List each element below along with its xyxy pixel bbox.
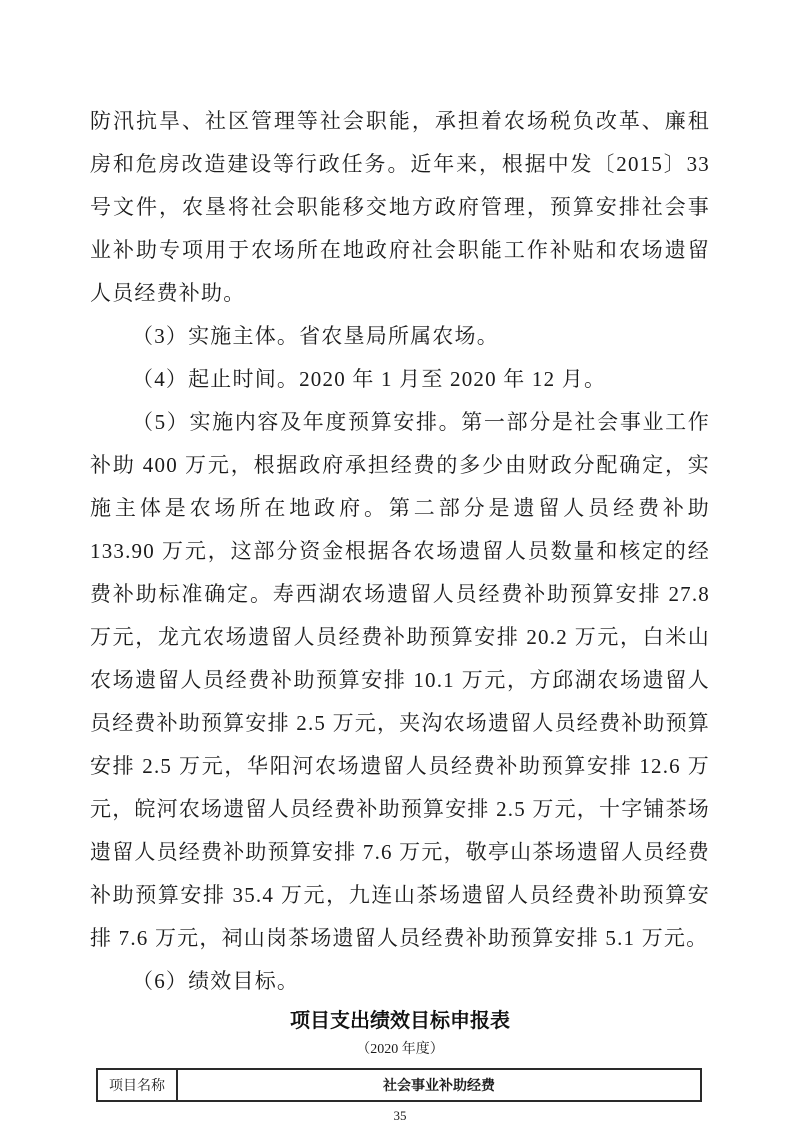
paragraph-item-4: （4）起止时间。2020 年 1 月至 2020 年 12 月。	[132, 367, 607, 391]
body-text	[90, 100, 710, 1003]
page-number: 35	[393, 1108, 407, 1123]
form-subtitle: （2020 年度）	[356, 1042, 444, 1057]
project-name-value: 社会事业补助经费	[177, 1069, 701, 1101]
paragraph-item-3: （3）实施主体。省农垦局所属农场。	[132, 324, 499, 348]
paragraph-item-5: （5）实施内容及年度预算安排。第一部分是社会事业工作补助 400 万元，根据政府承担经费的多少由财政分配确定，实施主体是农场所在地政府。第二部分是遗留人员经费补助 133.90 万元，这部分资金根据各农场遗留人员数量和核定的经费补助标准确定。寿西湖农场遗留人员经费补助预算安排 27.8 万元，龙亢农场遗留人员经费补助预算安排 20.2 万元，白米山农场遗留人员经费补助预算安排 10.1 万元，方邱湖农场遗留人员经费补助预算安排 2.5 万元，夹沟农场遗留人员经费补助预算安排 2.5 万元，华阳河农场遗留人员经费补助预算安排 12.6 万元，皖河农场遗留人员经费补助预算安排 2.5 万元，十字铺茶场遗留人员经费补助预算安排 7.6 万元，敬亭山茶场遗留人员经费补助预算安排 35.4 万元，九连山茶场遗留人员经费补助预算安排 7.6 万元，祠山岗茶场遗留人员经费补助预算安排 5.1 万元。	[90, 410, 710, 950]
paragraph-item-6: （6）绩效目标。	[132, 969, 300, 993]
paragraph-continuation: 防汛抗旱、社区管理等社会职能，承担着农场税负改革、廉租房和危房改造建设等行政任务。近年来，根据中发〔2015〕33 号文件，农垦将社会职能移交地方政府管理，预算安排社会事业补助专项用于农场所在地政府社会职能工作补贴和农场遗留人员经费补助。	[90, 109, 710, 305]
performance-target-table	[96, 1068, 702, 1102]
project-name-label: 项目名称	[97, 1069, 177, 1101]
table-row	[97, 1069, 701, 1101]
form-title: 项目支出绩效目标申报表	[290, 1010, 510, 1032]
